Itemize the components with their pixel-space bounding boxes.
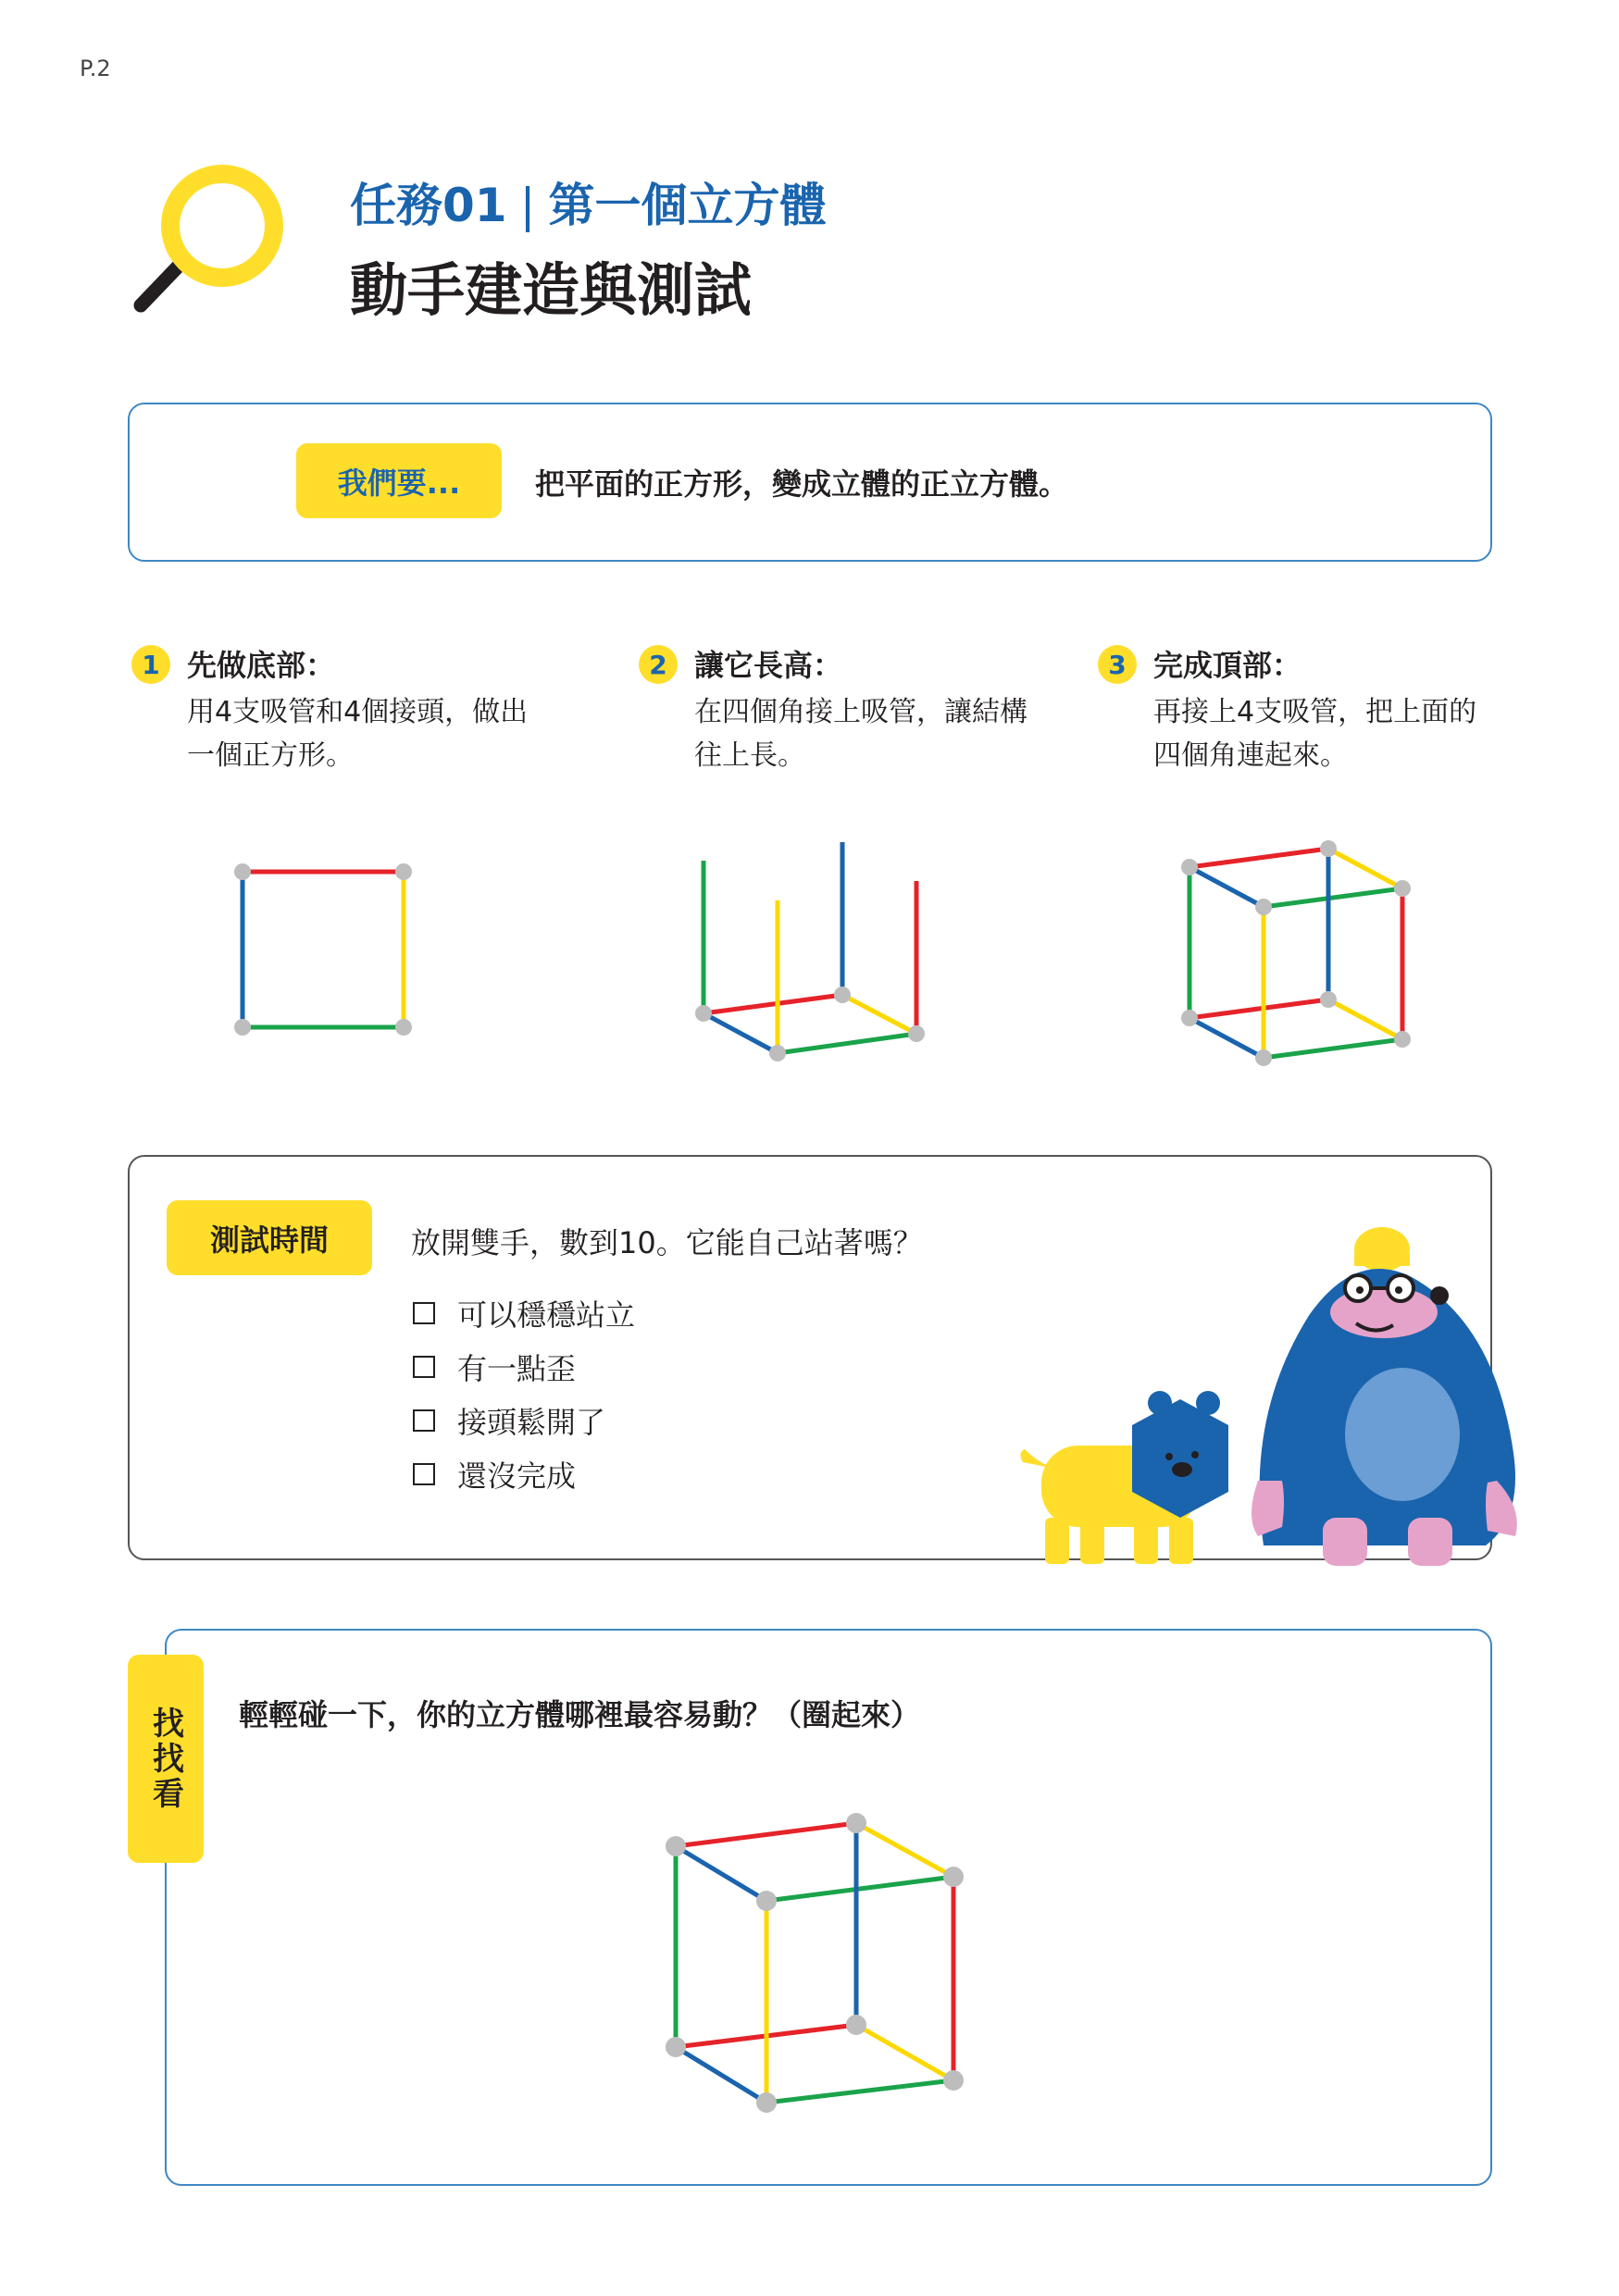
step-1-title: 先做底部： [187, 648, 336, 683]
step-2-title: 讓它長高： [694, 648, 843, 683]
find-tag: 找找看 [128, 1655, 204, 1863]
step-3-badge: 3 [1098, 645, 1137, 684]
option-unfinished[interactable] [413, 1453, 576, 1496]
step-1-badge: 1 [131, 645, 170, 684]
test-tag: 測試時間 [167, 1200, 372, 1275]
mission-title: 任務01 | 第一個立方體 [350, 179, 827, 232]
option-label: 可以穩穩站立 [457, 1297, 636, 1333]
checkbox[interactable] [413, 1356, 435, 1378]
find-question: 輕輕碰一下，你的立方體哪裡最容易動？（圈起來） [239, 1697, 921, 1732]
square-base-illustration [222, 851, 426, 1036]
checkbox[interactable] [413, 1463, 435, 1485]
goal-text: 把平面的正方形，變成立體的正立方體。 [535, 466, 1069, 502]
find-cube-illustration [648, 1805, 981, 2119]
checkbox[interactable] [413, 1302, 435, 1324]
option-label: 有一點歪 [457, 1351, 577, 1386]
cube-illustration [1157, 833, 1435, 1074]
step-1-body: 用4支吸管和4個接頭，做出一個正方形。 [187, 696, 529, 772]
test-question: 放開雙手，數到10。它能自己站著嗎？ [411, 1225, 923, 1260]
mission-label: 任務01 [350, 179, 507, 232]
page-subtitle: 動手建造與測試 [350, 256, 753, 324]
step-2-badge: 2 [639, 645, 678, 684]
mole-character [1245, 1212, 1541, 1573]
goal-tag: 我們要... [296, 443, 502, 518]
option-label: 還沒完成 [457, 1458, 577, 1494]
lion-character [1014, 1388, 1245, 1573]
option-stand[interactable] [413, 1292, 635, 1334]
vertical-straws-illustration [685, 828, 944, 1069]
option-label: 接頭鬆開了 [457, 1405, 606, 1440]
option-tilt[interactable] [413, 1346, 576, 1388]
step-3-body: 再接上4支吸管，把上面的四個角連起來。 [1153, 696, 1477, 772]
checkbox[interactable] [413, 1409, 435, 1432]
page-number: P.2 [80, 56, 111, 81]
step-3-title: 完成頂部： [1153, 648, 1302, 683]
step-2-body: 在四個角接上吸管，讓結構往上長。 [694, 696, 1027, 772]
option-loose[interactable] [413, 1399, 605, 1442]
mission-name: 第一個立方體 [548, 179, 827, 232]
magnifier-icon [120, 148, 296, 324]
